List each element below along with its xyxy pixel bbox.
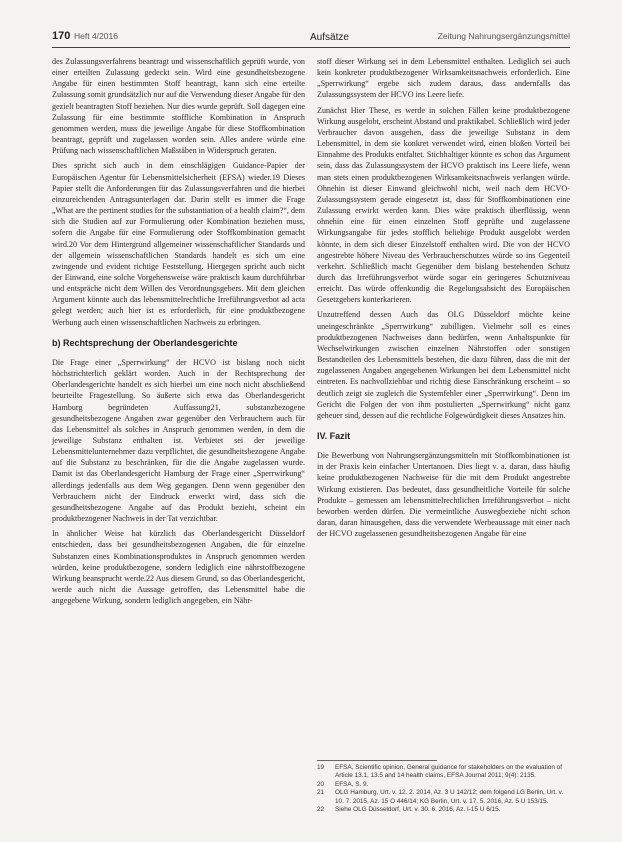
paragraph: Zunächst Hier These, es werde in solchen Fällen keine produktbezogene Wirkung ausgelobt, erscheint Abstand und praktikabel. Schließlich wird jeder Verbraucher davon ausgehen, dass die jeweilige Substanz in dem Lebensmittel, in dem sie konkret verwendet wird, einen bloßen Vorteil bei Einnahme des Produkts entfaltet. Stichhaltiger könnte es schon das Argument sein, dass das Zulassungssystem der HCVO praktisch ins Leere liefe, wenn man stets einen produktbezogenen Wirksamkeitsnachweis verlangen würde. Ohnehin ist dieser Einwand gleichwohl nicht, weil nach dem HCVO-Zulassungssystem gerade eingesetzt ist, dass für Stoffkombinationen eine Zulassung erwirkt werden kann. Dies wäre praktisch überflüssig, wenn ohnehin eine für einen einzelnen Stoff geprüfte und zugelassene Wirkungsangabe für jedes stofflich beliebige Produkt ausgelobt werden könnte, in dem sich dieser Einzelstoff enthalten wird. Die von der HCVO angestrebte höhere Niveau des Verbraucherschutzes würde so ins Gegenteil verkehrt. Schließlich macht Gegenüber dem bislang bestehenden Schutz durch das Irreführungsverbot würde sogar ein geringeres Schutzniveau erreicht. Das würde offenkundig die Regelungsabsicht des Europäischen Gesetzgebers konterkarieren. xyxy=(317,105,570,305)
footnote-number: 21 xyxy=(317,789,325,797)
footnote xyxy=(317,781,570,789)
footnote-text: EFSA, S. 9. xyxy=(335,780,369,788)
section-heading: b) Rechtsprechung der Oberlandesgerichte xyxy=(52,337,238,348)
page-header xyxy=(52,28,570,48)
journal-title: Zeitung Nahrungsergänzungsmittel xyxy=(437,31,570,41)
header-rule xyxy=(52,47,570,48)
footnote-number: 19 xyxy=(317,764,325,771)
section-heading: IV. Fazit xyxy=(317,431,351,441)
issue-label: Heft 4/2016 xyxy=(74,31,118,41)
footnote-text: EFSA, Scientific opinion, General guidance for stakeholders on the evaluation of Article 13.1, 13.5 and 14 health claims, EFSA Journal 2011; 9(4): 2135. xyxy=(335,764,563,780)
page-number: 170 xyxy=(52,30,71,42)
right-column xyxy=(317,56,570,543)
footnotes xyxy=(317,764,570,814)
footnote-rule xyxy=(317,760,437,761)
footnote-number: 20 xyxy=(317,780,325,788)
left-column xyxy=(52,56,305,610)
paragraph: Unzutreffend dessen Auch das OLG Düsseldorf möchte keine uneingeschränkte „Sperrwirkung“ zubilligen. Vielmehr soll es eines produktbezogenen Nachweises dann bedürfen, wenn Anhaltspunkte für Wechselwirkungen zwischen einzelnen Nährstoffen oder sonstigen Bestandteilen des Lebensmittels bestehen, die dazu führen, dass die mit der zugelassenen Angaben angegebenen Wirkungen bei dem Lebensmittel nicht eintreten. Es nachvollziehbar und richtig diese Einschränkung erscheint – so deutlich zeigt sie zugleich die Systemfehler einer „Sperrwirkung“. Denn im Gericht die Folgen der von ihm postulierten „Sperrwirkung“ nicht ganz geheuer sind, dessen auf die rechtliche Folgewürdigkeit dieses Ansatzes hin. xyxy=(317,310,570,420)
footnote-number: 22 xyxy=(317,806,325,814)
footnote-text: Siehe OLG Düsseldorf, Urt. v. 30. 6. 2016, Az. I-15 U 6/15. xyxy=(335,806,501,814)
paragraph: Dies spricht sich auch in dem einschlägigen Guidance-Papier der Europäischen Agentur für Lebensmittelsicherheit (EFSA) wieder.19 Dieses Papier stellt die Anforderungen für das Zulassungsverfahren und die hierbei einzureichenden Antragsunterlagen dar. Darin stellt es immer die Frage „What are the pertinent studies for the substantiation of a health claim?“, dem sich die Studien auf zur Formulierung oder Kombination beziehen muss, sofern die Angabe für eine Formulierung oder Stoffkombination gemacht wird.20 Vor dem Hintergrund allgemeiner wissenschaftlicher Standards und der allgemein wissenschaftlichen Standards handelt es sich um eine zwingende und evident richtige Feststellung. Hiergegen spricht auch nicht der Einwand, eine solche Vorgehensweise wäre praktisch kaum durchführbar und entspräche nicht dem Willen des Verordnungsgebers. Mit dem gleichen Argument könnte auch das lebensmittelrechtliche Irreführungsverbot ad acta gelegt werden; auch hier ist es erforderlich, für eine produktbezogene Werbung auch einen wissenschaftlichen Nachweis zu erbringen. xyxy=(52,161,305,327)
paragraph: stoff dieser Wirkung sei in dem Lebensmittel enthalten. Lediglich sei auch kein konkreter produktbezogener Wirksamkeitsnachweis erforderlich. Eine „Sperrwirkung“ ergebe sich zudem daraus, dass andernfalls das Zulassungssystem der HCVO ins Leere liefe. xyxy=(317,57,570,100)
paragraph: Die Frage einer „Sperrwirkung“ der HCVO ist bislang noch nicht höchstrichterlich geklärt worden. Auch in der Rechtsprechung der Oberlandesgerichte handelt es sich hierbei um eine noch nicht abschließend beurteilte Fragestellung. So äußerte sich etwa das Oberlandesgericht Hamburg begründeten Auffassung21, substanzbezogene gesundheitsbezogene Angaben zwar gegenüber den Verbrauchern auch für das Lebensmittel als solches in Anspruch genommen werden, in dem die jeweilige Substanz enthalten ist. Verbietet sei der jeweilige Lebensmittelunternehmer dazu verpflichtet, die gesundheitsbezogene Angabe auf die Substanz zu beschränken, für die die Angabe zugelassen wurde. Damit ist das Oberlandesgericht Hamburg der Frage einer „Sperrwirkung“ allerdings jedenfalls aus dem Weg gegangen. Denn wenn gegenüber den Verbrauchern nicht der Eindruck erweckt wird, dass sich die gesundheitsbezogene Angabe auf das Produkt bezieht, scheint ein produktbezogener Nachweis in der Tat verzichtbar. xyxy=(52,357,305,524)
paragraph: des Zulassungsverfahrens beantragt und wissenschaftlich geprüft wurde, von einer erteilten Zulassung gedeckt sein. Wird eine gesundheitsbezogene Angabe für einen bestimmten Stoff beantragt, kann sich eine erteilte Zulassung somit grundsätzlich nur auf die Verwendung dieser Angabe für den gezielt beantragten Stoff beziehen. Nur dies wurde geprüft. Soll dagegen eine Zulassung für eine bestimmte stoffliche Kombination in Anspruch genommen werden, muss die jeweilige Angabe für diese Stoffkombination beantragt, geprüft und zugelassen worden sein. Alles andere würde eine Prüfung nach wissenschaftlichen Maßstäben in Widerspruch geraten. xyxy=(52,57,306,156)
section-title: Aufsätze xyxy=(310,32,349,43)
paragraph: In ähnlicher Weise hat kürzlich das Oberlandesgericht Düsseldorf entschieden, dass bei gesundheitsbezogenen Angaben, die für einzelne Substanzen eines Kombinationsproduktes in Anspruch genommen werden würden, keine produktbezogene, sondern lediglich eine nährstoffbezogene Wirkung beansprucht werde.22 Aus diesem Grund, so das Oberlandesgericht, werde auch nicht die Aussage getroffen, das Lebensmittel habe die angegebene Wirkung, sondern lediglich angegeben, ein Nähr- xyxy=(52,529,305,606)
footnote-text: OLG Hamburg, Urt. v. 12. 2. 2014, Az. 3 U 142/12; dem folgend LG Berlin, Urt. v. 10. 7. 2015, Az. 15 O 446/14; KG Berlin, Urt. v. 17. 5. 2016, Az. 5 U 153/15. xyxy=(335,789,564,805)
footnote xyxy=(317,789,570,806)
footnote xyxy=(317,806,570,814)
paragraph: Die Bewerbung von Nahrungsergänzungsmitteln mit Stoffkombinationen ist in der Praxis kein einfacher Untertanoen. Dies liegt v. a. daran, dass häufig keine produktbezogenen Nachweise für die mit dem Produkt angestrebte Wirkung existieren. Das bedeutet, dass gesundheitliche Vorteile für solche Produkte – gemessen am lebensmittelrechtlichen Irreführungsverbot – nicht beworben werden dürfen. Die vermeintliche Auswegbeziehe nicht schon daran, daran hinausgehen, dass die verwendete Werbeaussage mit einer nach der HCVO zugelassenen gesundheitsbezogenen Angabe für eine xyxy=(317,451,570,539)
footnote xyxy=(317,764,570,781)
